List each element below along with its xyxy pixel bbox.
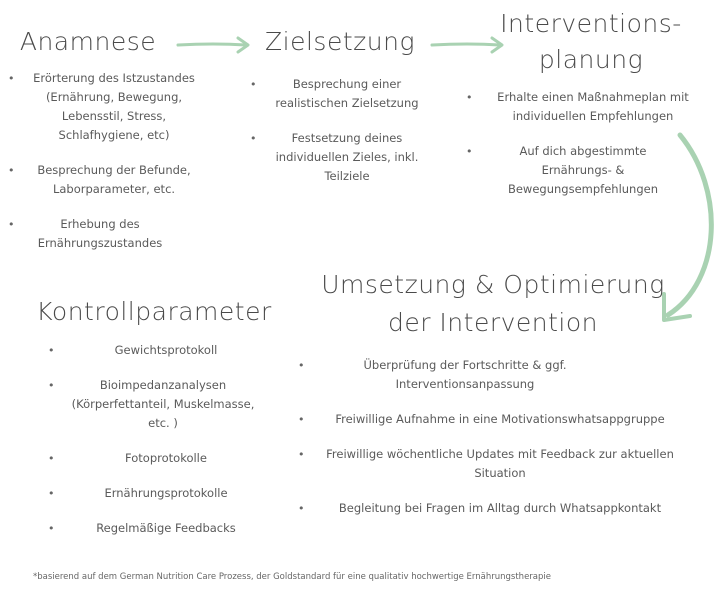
list-item: • Regelmäßige Feedbacks xyxy=(48,519,274,538)
heading-line: der Intervention xyxy=(387,308,599,337)
heading-anamnese: Anamnese xyxy=(19,27,157,56)
list-item: • Auf dich abgestimmte Ernährungs- & Bewegungsempfehlungen xyxy=(466,142,716,199)
section-kontrollparameter xyxy=(34,296,274,538)
list-item: • Bioimpedanzanalysen (Körperfettanteil, Muskelmasse, etc. ) xyxy=(48,376,274,433)
heading-zielsetzung: Zielsetzung xyxy=(265,27,415,56)
list-zielsetzung xyxy=(250,75,440,186)
heading-line: Umsetzung & Optimierung xyxy=(321,270,665,299)
list-item: • Erhebung des Ernährungszustandes xyxy=(8,215,218,253)
heading-umsetzung xyxy=(298,266,688,342)
section-umsetzung xyxy=(298,266,688,518)
list-item: • Begleitung bei Fragen im Alltag durch Whatsappkontakt xyxy=(298,499,688,518)
list-item: • Festsetzung deines individuellen Zieles, inkl. Teilziele xyxy=(250,129,440,186)
list-item: • Freiwillige Aufnahme in eine Motivationswhatsappgruppe xyxy=(298,410,688,429)
heading-line: Interventions- xyxy=(500,9,682,38)
section-interventionsplanung xyxy=(466,4,716,199)
list-kontrollparameter xyxy=(34,341,274,538)
heading-line: planung xyxy=(538,45,644,74)
list-item: • Fotoprotokolle xyxy=(48,449,274,468)
list-item: • Besprechung einer realistischen Zielsetzung xyxy=(250,75,440,113)
list-item: • Gewichtsprotokoll xyxy=(48,341,274,360)
heading-kontrollparameter: Kontrollparameter xyxy=(36,297,272,326)
list-item: • Freiwillige wöchentliche Updates mit Feedback zur aktuellen Situation xyxy=(298,445,688,483)
list-interventionsplanung xyxy=(466,88,716,199)
list-item: • Besprechung der Befunde, Laborparameter, etc. xyxy=(8,161,218,199)
list-umsetzung xyxy=(298,356,688,518)
section-anamnese xyxy=(8,26,218,253)
section-zielsetzung xyxy=(250,26,440,186)
list-item: • Ernährungsprotokolle xyxy=(48,484,274,503)
list-anamnese xyxy=(8,69,218,253)
list-item: • Erörterung des Istzustandes (Ernährung, Bewegung, Lebensstil, Stress, Schlafhygiene, etc) xyxy=(8,69,218,145)
list-item: • Erhalte einen Maßnahmeplan mit individuellen Empfehlungen xyxy=(466,88,716,126)
list-item: • Überprüfung der Fortschritte & ggf. Interventionsanpassung xyxy=(298,356,688,394)
heading-interventionsplanung xyxy=(466,4,716,80)
footnote: *basierend auf dem German Nutrition Care Prozess, der Goldstandard für eine qualitativ hochwertige Ernährungstherapie xyxy=(33,572,551,582)
